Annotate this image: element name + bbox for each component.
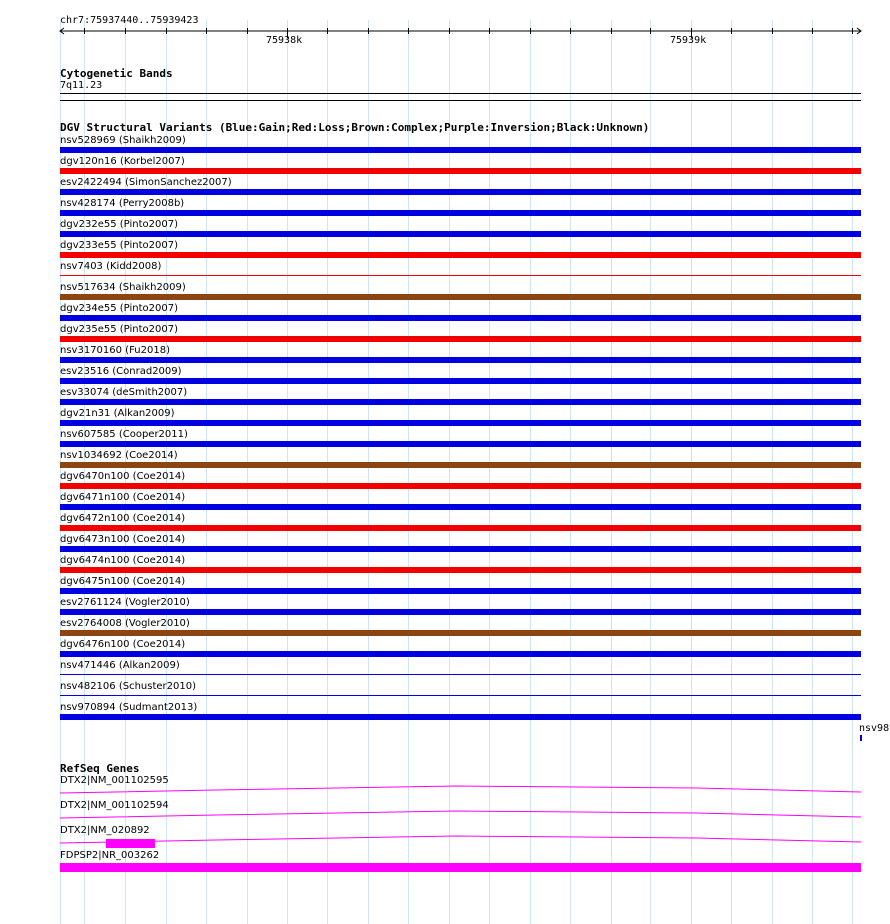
refseq-exon-block	[106, 839, 155, 848]
dgv-variant-bar[interactable]	[60, 546, 861, 552]
dgv-variant-label[interactable]: nsv528969 (Shaikh2009)	[60, 135, 186, 146]
dgv-variant-bar[interactable]	[60, 147, 861, 153]
refseq-gene-label[interactable]: DTX2|NM_020892	[60, 825, 150, 836]
dgv-variant-label[interactable]: dgv6475n100 (Coe2014)	[60, 576, 186, 587]
refseq-intron-line	[60, 836, 861, 843]
dgv-variant-label[interactable]: nsv3170160 (Fu2018)	[60, 345, 170, 356]
dgv-variant-label[interactable]: dgv6471n100 (Coe2014)	[60, 492, 186, 503]
dgv-variant-label[interactable]: dgv6472n100 (Coe2014)	[60, 513, 186, 524]
refseq-gene-label[interactable]: FDPSP2|NR_003262	[60, 850, 160, 861]
dgv-variant-bar[interactable]	[60, 315, 861, 321]
dgv-variant-bar[interactable]	[60, 252, 861, 258]
dgv-variant-label[interactable]: nsv517634 (Shaikh2009)	[60, 282, 186, 293]
dgv-variant-bar[interactable]	[60, 378, 861, 384]
refseq-gene-label[interactable]: DTX2|NM_001102594	[60, 800, 169, 811]
dgv-variant-label[interactable]: nsv607585 (Cooper2011)	[60, 429, 188, 440]
dgv-variant-bar[interactable]	[60, 189, 861, 195]
dgv-variant-label[interactable]: dgv6470n100 (Coe2014)	[60, 471, 186, 482]
dgv-variant-bar[interactable]	[60, 714, 861, 720]
dgv-variant-bar[interactable]	[60, 168, 861, 174]
dgv-variant-bar[interactable]	[60, 674, 861, 675]
refseq-gene-model[interactable]	[56, 810, 866, 824]
dgv-variant-label[interactable]: dgv234e55 (Pinto2007)	[60, 303, 178, 314]
cytoband-line-top	[60, 93, 861, 94]
dgv-variant-label[interactable]: dgv120n16 (Korbel2007)	[60, 156, 185, 167]
dgv-variant-bar[interactable]	[60, 630, 861, 636]
range-label: chr7:75937440..75939423	[60, 15, 199, 26]
dgv-variant-label[interactable]: dgv6474n100 (Coe2014)	[60, 555, 186, 566]
refseq-track-title: RefSeq Genes	[60, 762, 140, 775]
cytoband-track-title: Cytogenetic Bands	[60, 67, 173, 80]
dgv-variant-label[interactable]: nsv482106 (Schuster2010)	[60, 681, 196, 692]
dgv-variant-label[interactable]: nsv1034692 (Coe2014)	[60, 450, 178, 461]
dgv-variant-bar[interactable]	[60, 609, 861, 615]
dgv-variant-bar[interactable]	[60, 275, 861, 276]
dgv-variant-bar[interactable]	[60, 441, 861, 447]
dgv-variant-label[interactable]: dgv6473n100 (Coe2014)	[60, 534, 186, 545]
refseq-gene-model[interactable]	[56, 835, 866, 849]
dgv-variant-bar[interactable]	[60, 483, 861, 489]
dgv-variant-label[interactable]: esv2761124 (Vogler2010)	[60, 597, 190, 608]
dgv-track-title: DGV Structural Variants (Blue:Gain;Red:Loss;Brown:Complex;Purple:Inversion;Black:Unknown)	[60, 121, 650, 134]
dgv-variant-bar[interactable]	[60, 462, 861, 468]
dgv-variant-label[interactable]: dgv21n31 (Alkan2009)	[60, 408, 175, 419]
dgv-overflow-bar[interactable]	[860, 735, 862, 741]
refseq-gene-model[interactable]	[56, 785, 866, 799]
cytoband-line-bottom	[60, 100, 861, 101]
dgv-overflow-label[interactable]: nsv98	[859, 723, 890, 734]
ruler-tick-label-1: 75938k	[266, 35, 303, 46]
refseq-gene-exon[interactable]	[60, 863, 861, 872]
ruler-tick-label-2: 75939k	[670, 35, 707, 46]
dgv-variant-bar[interactable]	[60, 336, 861, 342]
dgv-variant-label[interactable]: esv2422494 (SimonSanchez2007)	[60, 177, 232, 188]
dgv-variant-bar[interactable]	[60, 651, 861, 657]
dgv-variant-bar[interactable]	[60, 399, 861, 405]
refseq-gene-label[interactable]: DTX2|NM_001102595	[60, 775, 169, 786]
dgv-variant-bar[interactable]	[60, 695, 861, 696]
dgv-variant-label[interactable]: esv33074 (deSmith2007)	[60, 387, 188, 398]
dgv-variant-bar[interactable]	[60, 357, 861, 363]
dgv-variant-label[interactable]: dgv233e55 (Pinto2007)	[60, 240, 178, 251]
dgv-variant-bar[interactable]	[60, 588, 861, 594]
dgv-variant-bar[interactable]	[60, 525, 861, 531]
dgv-variant-label[interactable]: nsv471446 (Alkan2009)	[60, 660, 180, 671]
dgv-variant-label[interactable]: dgv232e55 (Pinto2007)	[60, 219, 178, 230]
dgv-variant-label[interactable]: nsv428174 (Perry2008b)	[60, 198, 185, 209]
cytoband-label: 7q11.23	[60, 80, 103, 91]
dgv-variant-bar[interactable]	[60, 567, 861, 573]
dgv-variant-label[interactable]: nsv7403 (Kidd2008)	[60, 261, 162, 272]
dgv-variant-bar[interactable]	[60, 294, 861, 300]
dgv-variant-bar[interactable]	[60, 231, 861, 237]
dgv-variant-label[interactable]: dgv6476n100 (Coe2014)	[60, 639, 186, 650]
dgv-variant-bar[interactable]	[60, 420, 861, 426]
dgv-variant-bar[interactable]	[60, 210, 861, 216]
refseq-intron-line	[60, 811, 861, 818]
dgv-variant-label[interactable]: dgv235e55 (Pinto2007)	[60, 324, 178, 335]
dgv-variant-label[interactable]: esv23516 (Conrad2009)	[60, 366, 182, 377]
dgv-variant-label[interactable]: esv2764008 (Vogler2010)	[60, 618, 190, 629]
ruler-axis	[56, 24, 866, 48]
refseq-intron-line	[60, 786, 861, 793]
dgv-variant-bar[interactable]	[60, 504, 861, 510]
dgv-variant-label[interactable]: nsv970894 (Sudmant2013)	[60, 702, 198, 713]
